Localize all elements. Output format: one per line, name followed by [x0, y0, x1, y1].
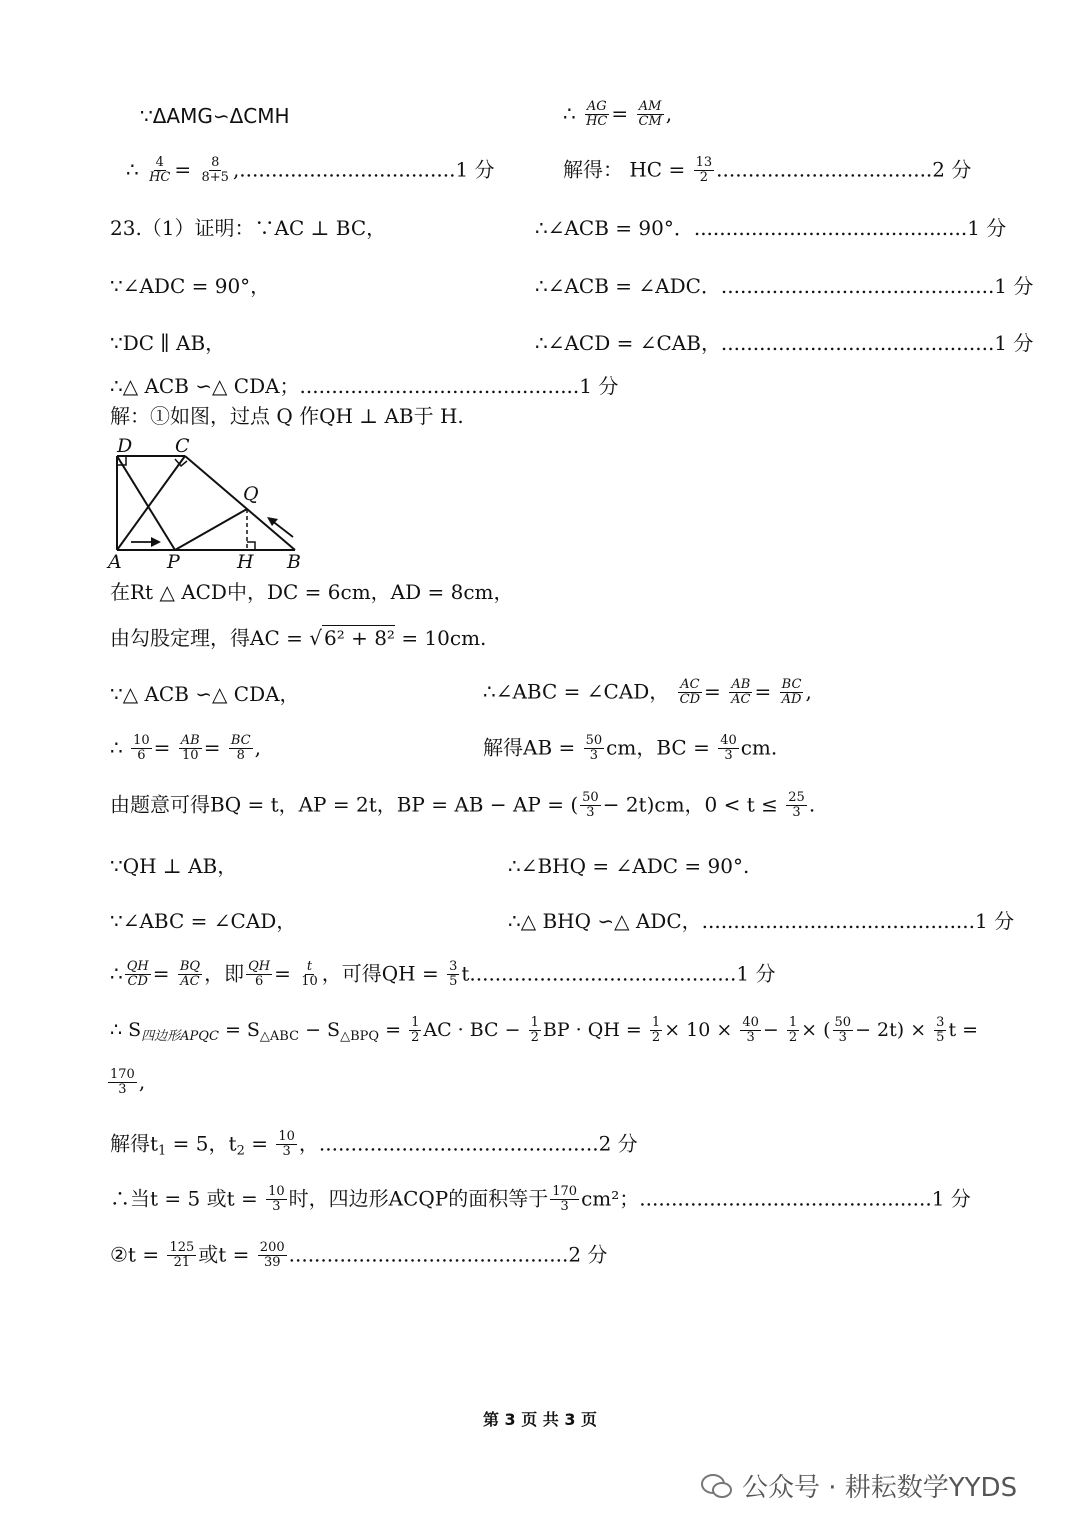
line-acb-eq-adc: ∴∠ACB = ∠ADC．...........................................1 分: [535, 274, 1034, 298]
line-solve-hc: 解得： HC = $\frac{13}{2}$ ..................................2 分: [563, 155, 972, 186]
fraction: $\frac{QH}{CD}$: [126, 959, 149, 990]
fraction: $\frac{3}{5}$: [936, 1015, 945, 1046]
line-acd-eq-cab: ∴∠ACD = ∠CAB，...........................................1 分: [535, 331, 1034, 355]
fraction: $\frac{10}{3}$: [268, 1184, 285, 1215]
line-adc-90: ∵∠ADC = 90°，: [110, 274, 271, 298]
fraction: $\frac{13}{2}$: [695, 155, 713, 186]
fraction: $\frac{BQ}{AC}$: [179, 959, 201, 990]
line-rt-acd: 在Rt △ ACD中，DC = 6cm，AD = 8cm，: [110, 580, 514, 604]
label-d: D: [117, 435, 133, 457]
line-bhq-adc-90: ∴∠BHQ = ∠ADC = 90°.: [508, 854, 750, 878]
line-pythagoras: 由勾股定理，得AC = √ 6² + 8² = 10cm.: [110, 626, 487, 650]
therefore-symbol: ∴: [563, 101, 576, 126]
fraction: $\frac{8}{8+5}$: [201, 155, 229, 186]
label-p: P: [167, 551, 180, 572]
fraction: $\frac{1}{2}$: [651, 1015, 661, 1046]
fraction: $\frac{BC}{8}$: [230, 733, 251, 764]
fraction: $\frac{AB}{AC}$: [731, 677, 751, 708]
label-h: H: [237, 551, 254, 572]
fraction: $\frac{40}{3}$: [720, 733, 737, 764]
geometry-diagram: [105, 432, 315, 572]
line-qh-ratio: ∴ $\frac{QH}{CD}$ = $\frac{BQ}{AC}$ ，即 $\frac{QH}{6}$ = $\frac{t}{10}$ ，可得QH = $\frac{3}{5}$ t..........................................1 分: [110, 959, 776, 990]
fraction: $\frac{1}{2}$: [530, 1015, 539, 1046]
fraction: $\frac{10}{6}$: [133, 733, 150, 764]
fraction: $\frac{10}{3}$: [278, 1129, 295, 1160]
fraction: $\frac{t}{10}$: [301, 959, 318, 990]
line-23-proof: 23.（1）证明：∵AC ⊥ BC，: [110, 216, 387, 240]
wechat-icon: [700, 1472, 734, 1500]
line-dc-parallel-ab: ∵DC ∥ AB，: [110, 331, 226, 355]
line-bhq-sim-adc: ∴△ BHQ ∽△ ADC，...........................................1 分: [508, 909, 1015, 933]
fraction: $\frac{1}{2}$: [411, 1015, 420, 1046]
fraction: $\frac{AB}{10}$: [180, 733, 200, 764]
line-solution-intro: 解：①如图，过点 Q 作QH ⊥ AB于 H.: [110, 404, 464, 428]
label-a: A: [108, 551, 122, 572]
line-bq-ap-bp: 由题意可得BQ = t，AP = 2t，BP = AB − AP = ( $\frac{50}{3}$ − 2t)cm，0 < t ≤ $\frac{25}{3}$ .: [110, 790, 816, 821]
fraction: $\frac{AM}{CM}$: [638, 99, 662, 130]
line-abc-cad-ratios: ∴∠ABC = ∠CAD， $\frac{AC}{CD}$ = $\frac{AB}{AC}$ = $\frac{BC}{AD}$ ,: [483, 677, 812, 708]
line-similar-amg-cmh: ∵ΔAMG∽ΔCMH: [140, 104, 290, 128]
label-q: Q: [243, 483, 259, 505]
line-qh-perp-ab: ∵QH ⊥ AB，: [110, 854, 238, 878]
fraction: $\frac{4}{HC}$: [149, 155, 171, 186]
watermark-text: 公众号 · 耕耘数学YYDS: [742, 1473, 1018, 1503]
line-ratio-10-6: ∴ $\frac{10}{6}$ = $\frac{AB}{10}$ = $\frac{BC}{8}$ ,: [110, 733, 261, 764]
line-ratio-ag-hc: ∴ $\frac{AG}{HC}$ = $\frac{AM}{CM}$ ,: [563, 99, 673, 130]
fraction: $\frac{40}{3}$: [742, 1015, 759, 1046]
fraction: $\frac{QH}{6}$: [248, 959, 271, 990]
line-abc-eq-cad: ∵∠ABC = ∠CAD，: [110, 909, 297, 933]
fraction: $\frac{200}{39}$: [259, 1240, 285, 1271]
line-ratio-4-hc: ∴ $\frac{4}{HC}$ = $\frac{8}{8+5}$ ,..................................1 分: [126, 155, 495, 186]
label-b: B: [287, 551, 301, 572]
fraction: $\frac{25}{3}$: [788, 790, 805, 821]
fraction: $\frac{50}{3}$: [582, 790, 599, 821]
line-part2-answer: ②t = $\frac{125}{21}$ 或t = $\frac{200}{39}$ ............................................2 分: [110, 1240, 608, 1271]
line-solve-ab-bc: 解得AB = $\frac{50}{3}$ cm，BC = $\frac{40}{3}$ cm.: [483, 733, 778, 764]
line-since-similar: ∵△ ACB ∽△ CDA，: [110, 682, 300, 706]
fraction: $\frac{3}{5}$: [449, 959, 458, 990]
fraction: $\frac{50}{3}$: [585, 733, 603, 764]
fraction: $\frac{1}{2}$: [788, 1015, 798, 1046]
line-solve-t: 解得$t_1 = 5$，$t_2$ = $\frac{10}{3}$ ，............................................2 分: [110, 1129, 638, 1160]
fraction: $\frac{AG}{HC}$: [586, 99, 608, 130]
fraction: $\frac{125}{21}$: [169, 1240, 195, 1271]
label-c: C: [175, 435, 190, 457]
fraction: $\frac{50}{3}$: [834, 1015, 852, 1046]
line-area-result: $\frac{170}{3}$ ,: [110, 1067, 146, 1098]
fraction: $\frac{BC}{AD}$: [781, 677, 802, 708]
page-footer: 第 3 页 共 3 页: [482, 1410, 598, 1429]
fraction: $\frac{AC}{CD}$: [679, 677, 701, 708]
line-conclusion-area: ∴当t = 5 或t = $\frac{10}{3}$ 时，四边形ACQP的面积等于 $\frac{170}{3}$ cm²；..............................................1 分: [110, 1184, 971, 1215]
fraction: $\frac{170}{3}$: [110, 1067, 135, 1098]
fraction: $\frac{170}{3}$: [552, 1184, 578, 1215]
watermark: [700, 1467, 1017, 1504]
line-acb-90: ∴∠ACB = 90°．...........................................1 分: [535, 216, 1007, 240]
line-acb-sim-cda: ∴△ ACB ∽△ CDA；............................................1 分: [110, 374, 619, 398]
line-area-formula: ∴ $S_{四边形APQC} = S_{\triangle ABC} - S_{\triangle BPQ}$ = $\frac{1}{2}$ AC · BC − $\frac{1}{2}$ BP · QH = $\frac{1}{2}$ × 10 × $\frac{40}{3}$ − $\frac{1}{2}$ × ( $\frac{50}{3}$ − 2t) × $\frac{3}{5}$ t =: [110, 1015, 979, 1046]
